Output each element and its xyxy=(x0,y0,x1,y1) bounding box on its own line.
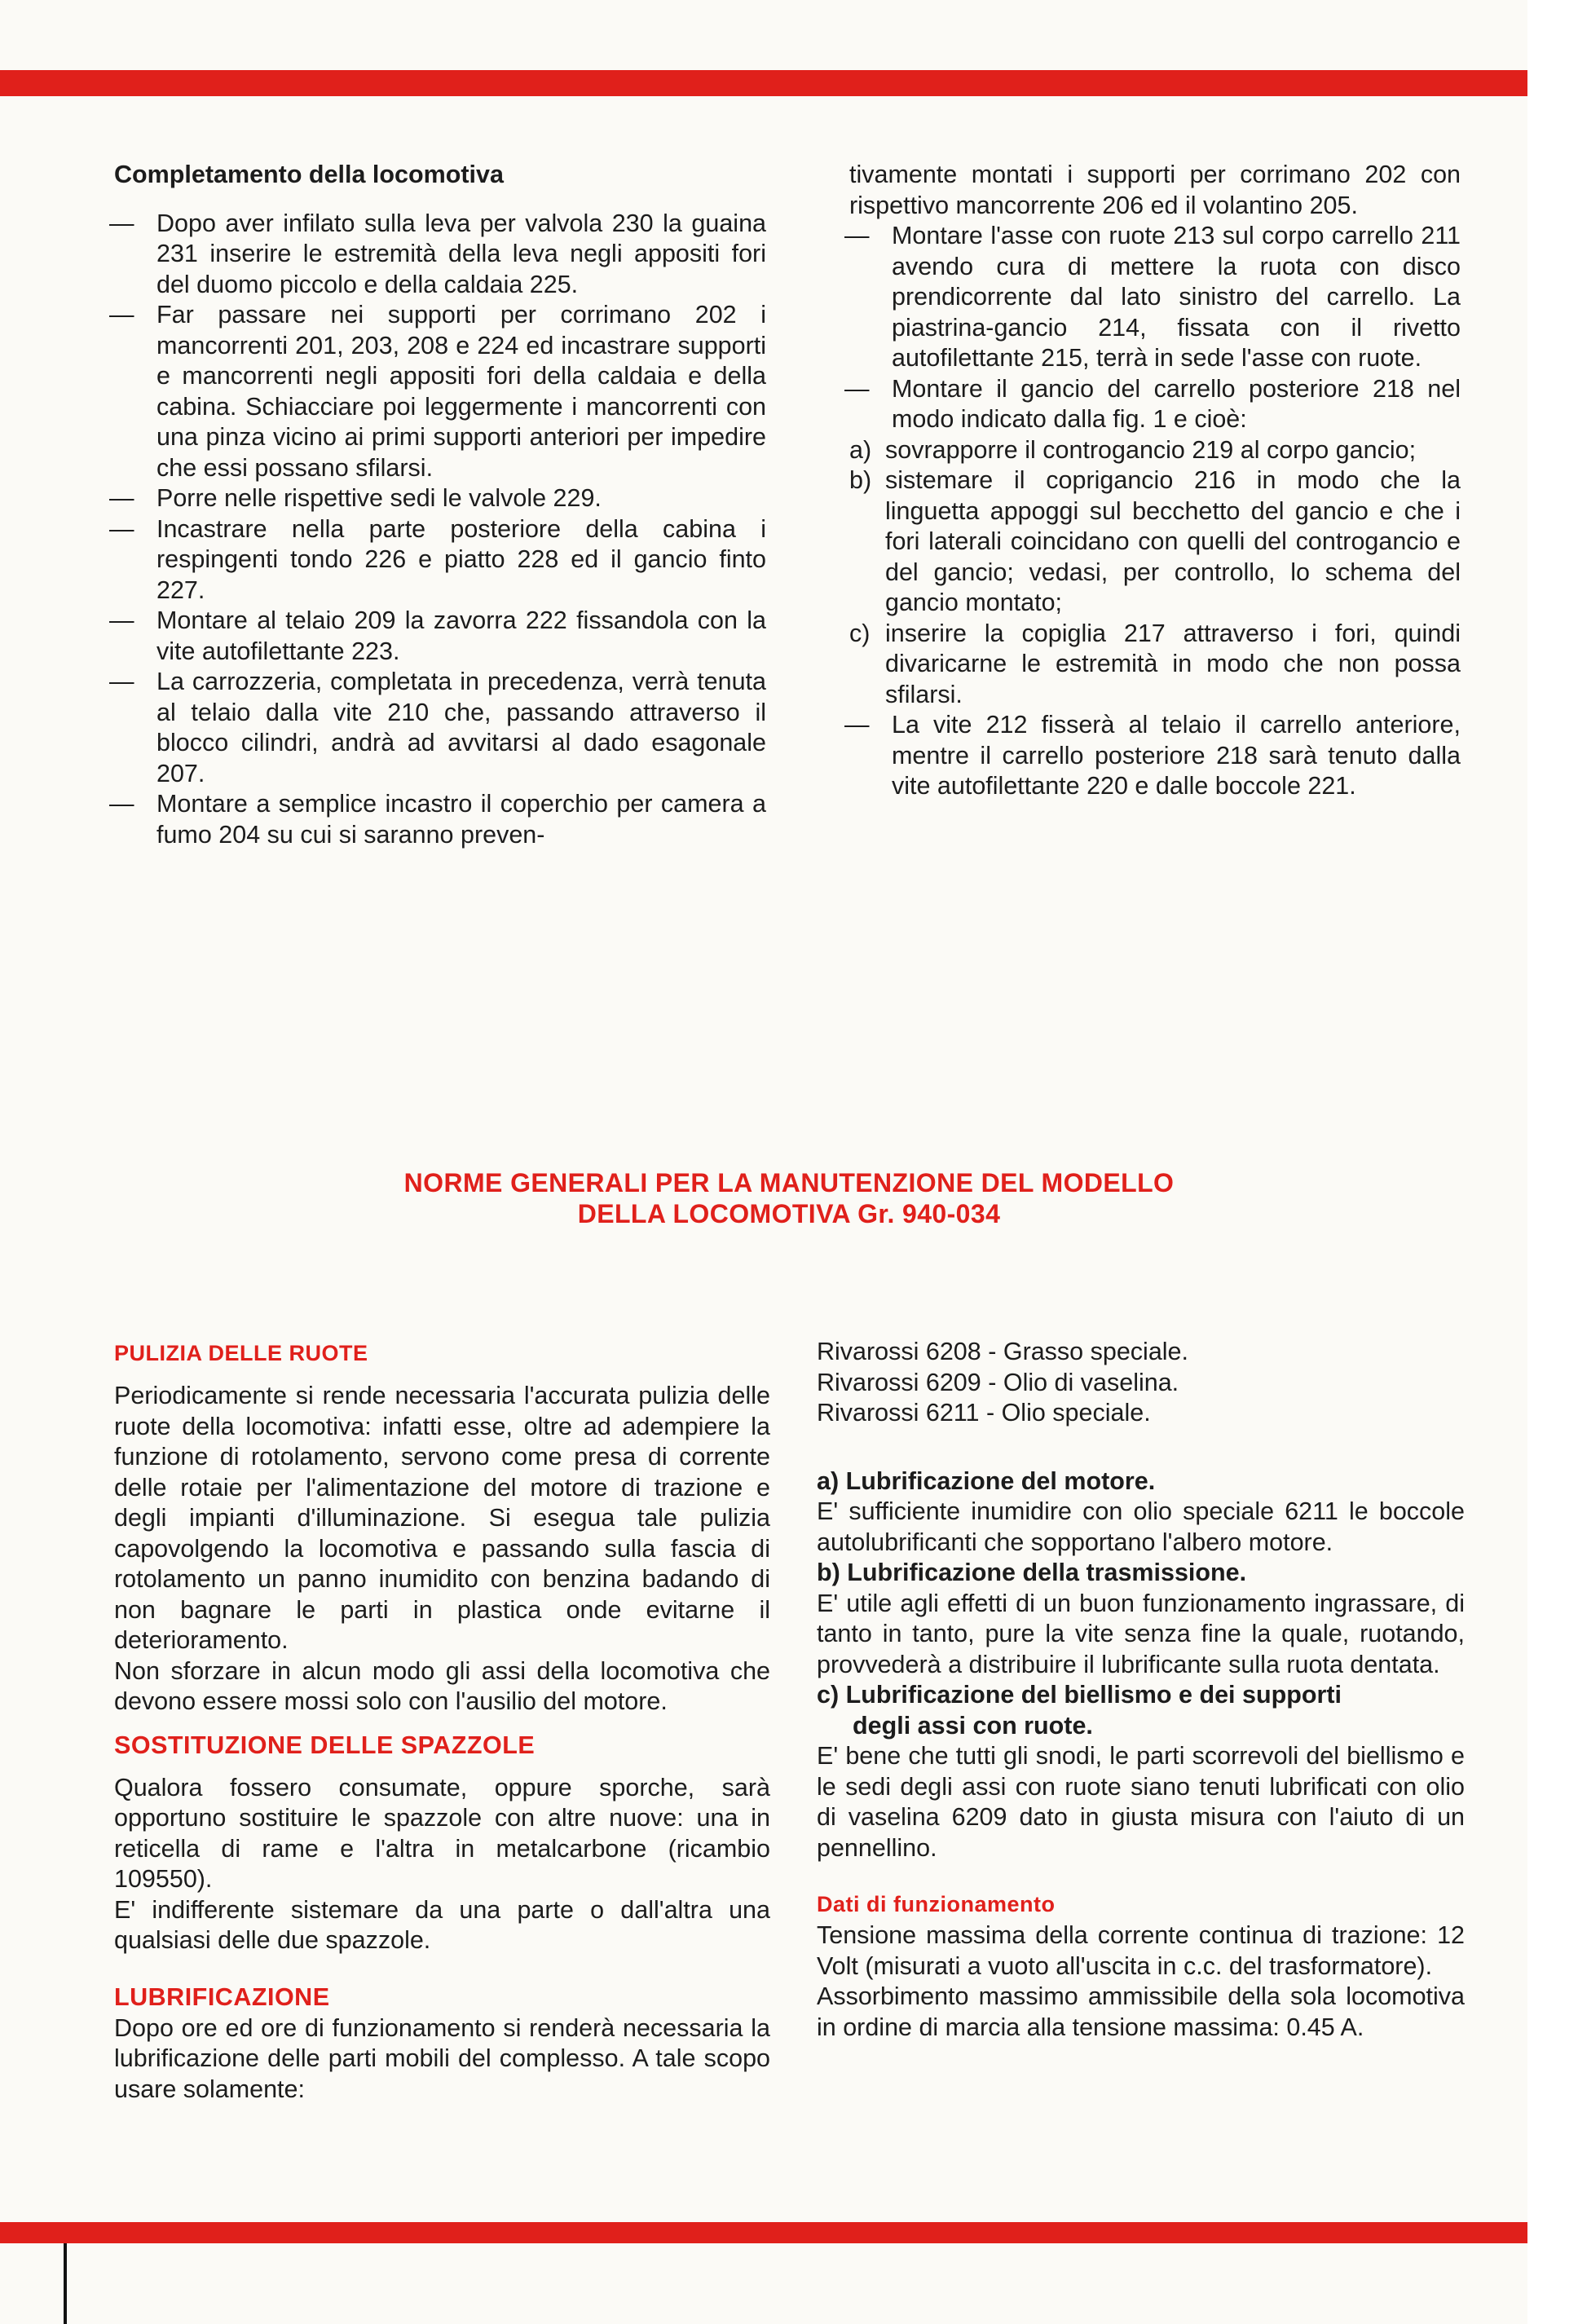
assembly-step: — Far passare nei supporti per corrimano 202 i mancorrenti 201, 203, 208 e 224 ed incastrare supporti e mancorrenti negli appositi fori della caldaia e della cabina. Schiacciare poi leggermente i mancorrenti con una pinza vicino ai primi supporti anteriori per impedire che essi possano sfilarsi. xyxy=(114,300,766,483)
sub-step-text: sovrapporre il controgancio 219 al corpo gancio; xyxy=(885,435,1417,464)
brushes-heading: SOSTITUZIONE DELLE SPAZZOLE xyxy=(114,1731,536,1759)
motor-lubrication-heading: a) Lubrificazione del motore. xyxy=(817,1466,1156,1495)
product-item: Rivarossi 6208 - Grasso speciale. xyxy=(817,1338,1188,1365)
operating-data-text: Assorbimento massimo ammissibile della sola locomotiva in ordine di marcia alla tensione massima: 0.45 A. xyxy=(817,1982,1465,2041)
maintenance-right-column xyxy=(817,1337,1465,2043)
maintenance-left-column xyxy=(114,1337,770,2105)
operating-data-heading: Dati di funzionamento xyxy=(817,1892,1056,1916)
product-item: Rivarossi 6211 - Olio speciale. xyxy=(817,1399,1151,1427)
sub-step-text: inserire la copiglia 217 attraverso i fori, quindi divaricarne le estremità in modo che non possa sfilarsi. xyxy=(885,619,1461,708)
transmission-lubrication-text: E' utile agli effetti di un buon funzionamento ingrassare, di tanto in tanto, pure la vite senza fine la quale, ruotando, provvederà a distribuire il lubrificante sulla ruota dentata. xyxy=(817,1589,1465,1678)
transmission-lubrication-heading: b) Lubrificazione della trasmissione. xyxy=(817,1559,1247,1586)
maintenance-heading-line: NORME GENERALI PER LA MANUTENZIONE DEL MODELLO xyxy=(403,1168,1175,1197)
sub-step xyxy=(849,465,1461,619)
assembly-step: — Incastrare nella parte posteriore della cabina i respingenti tondo 226 e piatto 228 ed il gancio finto 227. xyxy=(114,514,766,606)
linkage-lubrication-text: E' bene che tutti gli snodi, le parti scorrevoli del biellismo e le sedi degli assi con ruote siano tenuti lubrificati con olio di vaselina 6209 dato in giusta misura con l'aiuto di un pennellino. xyxy=(817,1742,1465,1862)
bottom-red-rule xyxy=(0,2222,1527,2243)
assembly-step: — Dopo aver infilato sulla leva per valvola 230 la guaina 231 inserire le estremità della leva negli appositi fori del duomo piccolo e della caldaia 225. xyxy=(114,209,766,301)
operating-data-text: Tensione massima della corrente continua di trazione: 12 Volt (misurati a vuoto all'uscita in c.c. del trasformatore). xyxy=(817,1921,1465,1980)
linkage-lubrication-heading-cont: degli assi con ruote. xyxy=(853,1711,1093,1740)
lubrication-heading: LUBRIFICAZIONE xyxy=(114,1982,330,2011)
sub-step xyxy=(849,435,1461,466)
sub-step-label: b) xyxy=(849,466,872,494)
assembly-step: — La carrozzeria, completata in precedenza, verrà tenuta al telaio dalla vite 210 che, passando attraverso il blocco cilindri, andrà ad avvitarsi al dado esagonale 207. xyxy=(114,667,766,789)
brushes-paragraph: Qualora fossero consumate, oppure sporche, sarà opportuno sostituire le spazzole con altre nuove: una in reticella di rame e l'altra in metalcarbone (ricambio 109550). xyxy=(114,1773,770,1893)
product-item: Rivarossi 6209 - Olio di vaselina. xyxy=(817,1368,1179,1396)
binding-line xyxy=(64,2243,67,2324)
assembly-step: — Montare al telaio 209 la zavorra 222 fissandola con la vite autofilettante 223. xyxy=(114,606,766,667)
maintenance-heading xyxy=(114,1167,1464,1229)
lubrication-paragraph: Dopo ore ed ore di funzionamento si renderà necessaria la lubrificazione delle parti mobili del complesso. A tale scopo usare solamente: xyxy=(114,2013,770,2103)
sub-step-label: c) xyxy=(849,619,871,647)
linkage-lubrication-heading: c) Lubrificazione del biellismo e dei supporti xyxy=(817,1681,1342,1709)
page-edge xyxy=(1527,0,1578,2324)
section-title: Completamento della locomotiva xyxy=(114,161,504,188)
assembly-step: — Montare l'asse con ruote 213 sul corpo carrello 211 avendo cura di mettere la ruota con disco prendicorrente dal lato sinistro del carrello. La piastrina-gancio 214, fissata con il rivetto autofilettante 215, terrà in sede l'asse con ruote. xyxy=(849,221,1461,374)
sub-step-text: sistemare il coprigancio 216 in modo che la linguetta appoggi sul becchetto del gancio e che i fori laterali coincidano con quelli del controgancio e del gancio; vedasi, per controllo, lo schema del gancio montato; xyxy=(885,466,1461,616)
sub-step-label: a) xyxy=(849,435,872,464)
motor-lubrication-text: E' sufficiente inumidire con olio speciale 6211 le boccole autolubrificanti che sopportano l'albero motore. xyxy=(817,1497,1465,1556)
assembly-step-continuation: tivamente montati i supporti per corrimano 202 con rispettivo mancorrente 206 ed il volantino 205. xyxy=(849,161,1461,219)
maintenance-heading-line: DELLA LOCOMOTIVA Gr. 940-034 xyxy=(577,1199,1001,1228)
cleaning-paragraph: Periodicamente si rende necessaria l'accurata pulizia delle ruote della locomotiva: infatti esse, oltre ad adempiere la funzione di rotolamento, servono come presa di corrente delle rotaie per l'alimentazione del motore di trazione e degli impianti d'illuminazione. Si esegua tale pulizia capovolgendo la locomotiva e passando sulla fascia di rotolamento un panno inumidito con benzina badando di non bagnare le parti in plastica onde evitarne il deterioramento. xyxy=(114,1382,770,1654)
sub-step xyxy=(849,619,1461,711)
cleaning-paragraph: Non sforzare in alcun modo gli assi della locomotiva che devono essere mossi solo con l'ausilio del motore. xyxy=(114,1656,770,1715)
assembly-step: — Porre nelle rispettive sedi le valvole 229. xyxy=(114,483,766,514)
top-red-rule xyxy=(0,70,1527,96)
assembly-step: — Montare il gancio del carrello posteriore 218 nel modo indicato dalla fig. 1 e cioè: xyxy=(849,374,1461,435)
assembly-left-column xyxy=(114,160,766,850)
assembly-step: — La vite 212 fisserà al telaio il carrello anteriore, mentre il carrello posteriore 218 sarà tenuto dalla vite autofilettante 220 e dalle boccole 221. xyxy=(849,710,1461,802)
assembly-step: — Montare a semplice incastro il coperchio per camera a fumo 204 su cui si saranno preven- xyxy=(114,789,766,850)
cleaning-heading: PULIZIA DELLE RUOTE xyxy=(114,1341,368,1365)
assembly-right-column xyxy=(849,160,1461,802)
brushes-paragraph: E' indifferente sistemare da una parte o dall'altra una qualsiasi delle due spazzole. xyxy=(114,1895,770,1954)
